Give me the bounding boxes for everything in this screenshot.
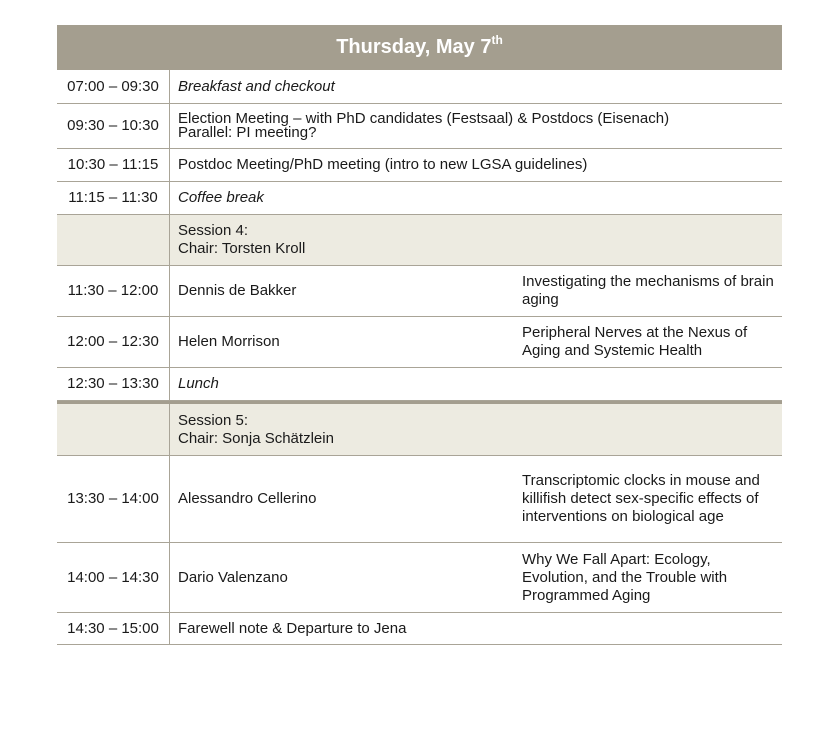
time-cell: 11:30 – 12:00 <box>57 266 170 316</box>
talk-title: Why We Fall Apart: Ecology, Evolution, and the Trouble with Programmed Aging <box>522 550 728 604</box>
speaker-cell: Dario Valenzano <box>178 568 288 586</box>
talk-title: Peripheral Nerves at the Nexus of Aging and Systemic Health <box>522 324 748 359</box>
schedule-row-postdoc-meeting <box>57 149 782 182</box>
time-cell: 12:00 – 12:30 <box>57 317 170 367</box>
session-chair: Chair: Sonja Schätzlein <box>178 429 334 447</box>
event-cell: Coffee break <box>178 189 264 206</box>
schedule-row-coffee-break <box>57 182 782 215</box>
day-header <box>57 25 782 70</box>
session-header-4 <box>57 215 782 266</box>
time-cell <box>57 404 170 455</box>
session-chair: Chair: Torsten Kroll <box>178 240 306 257</box>
session-cell <box>170 215 782 265</box>
time-cell: 14:00 – 14:30 <box>57 543 170 612</box>
time-cell: 13:30 – 14:00 <box>57 456 170 542</box>
day-suffix: th <box>491 33 503 47</box>
speaker-cell: Helen Morrison <box>178 333 280 350</box>
schedule-row-talk <box>57 317 782 368</box>
speaker-cell: Alessandro Cellerino <box>178 490 317 507</box>
event-cell: Breakfast and checkout <box>178 77 335 95</box>
day-title: Thursday, May 7 <box>336 36 492 58</box>
event-line: Election Meeting – with PhD candidates (Festsaal) & Postdocs (Eisenach) <box>178 110 670 127</box>
event-line: Parallel: PI meeting? <box>178 124 317 141</box>
event-cell: Postdoc Meeting/PhD meeting (intro to new LGSA guidelines) <box>178 156 588 173</box>
time-cell: 09:30 – 10:30 <box>57 104 170 148</box>
talk-title: Investigating the mechanisms of brain aging <box>522 273 774 308</box>
schedule-row-talk <box>57 456 782 543</box>
session-cell <box>170 404 782 455</box>
event-cell: Farewell note & Departure to Jena <box>178 619 407 637</box>
event-cell: Lunch <box>178 375 219 392</box>
schedule-row-election-meeting <box>57 104 782 149</box>
event-cell <box>170 104 782 148</box>
schedule-row-farewell <box>57 613 782 645</box>
speaker-cell: Dennis de Bakker <box>178 282 297 299</box>
talk-title: Transcriptomic clocks in mouse and killifish detect sex-specific effects of interventions on biological age <box>522 472 760 525</box>
time-cell: 14:30 – 15:00 <box>57 613 170 644</box>
time-cell: 12:30 – 13:30 <box>57 368 170 400</box>
schedule-table <box>57 25 782 645</box>
schedule-row-talk <box>57 543 782 613</box>
time-cell <box>57 215 170 265</box>
schedule-row-lunch <box>57 368 782 401</box>
schedule-row-talk <box>57 266 782 317</box>
session-header-5 <box>57 401 782 456</box>
time-cell: 07:00 – 09:30 <box>57 70 170 103</box>
session-label: Session 4: <box>178 222 249 239</box>
schedule-row-breakfast <box>57 70 782 104</box>
time-cell: 11:15 – 11:30 <box>57 182 170 214</box>
time-cell: 10:30 – 11:15 <box>57 149 170 181</box>
session-label: Session 5: <box>178 411 249 429</box>
